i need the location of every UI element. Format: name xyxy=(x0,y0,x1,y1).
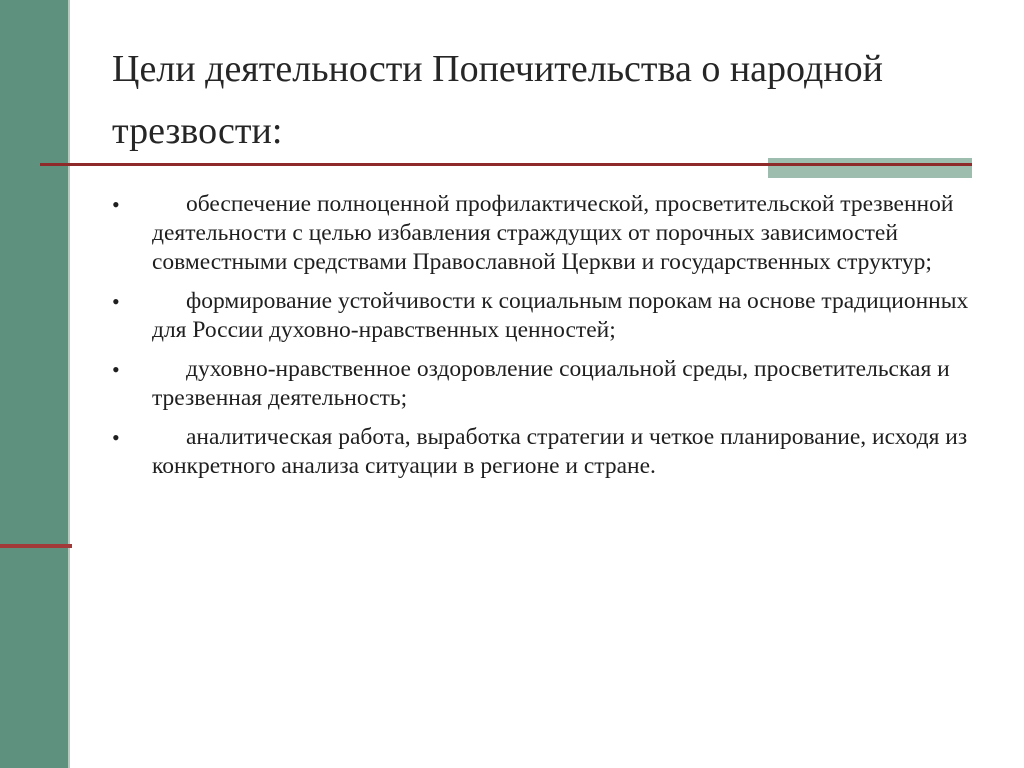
side-tick xyxy=(0,544,72,548)
side-stripe xyxy=(68,0,70,768)
title-divider xyxy=(40,163,972,166)
bullet-icon: • xyxy=(112,289,120,314)
title-accent-bar xyxy=(768,158,972,178)
list-item-text: формирование устойчивости к социальным порокам на основе традиционных для России духовно-нравственных ценностей; xyxy=(152,288,969,343)
list-item-text: обеспечение полноценной профилактической, просветительской трезвенной деятельности с целью избавления страждущих от порочных зависимостей совместными средствами Православной Церкви и государственных структур; xyxy=(152,191,954,275)
list-item-text: духовно-нравственное оздоровление социальной среды, просветительская и трезвенная деятельность; xyxy=(152,356,950,411)
bullet-icon: • xyxy=(112,357,120,382)
list-item xyxy=(112,287,972,345)
list-item xyxy=(112,423,972,481)
goals-list xyxy=(112,190,972,491)
list-item xyxy=(112,190,972,277)
slide-title: Цели деятельности Попечительства о народной трезвости: xyxy=(112,48,883,152)
bullet-icon: • xyxy=(112,192,120,217)
list-item-text: аналитическая работа, выработка стратегии и четкое планирование, исходя из конкретного анализа ситуации в регионе и стране. xyxy=(152,424,968,479)
side-bar xyxy=(0,0,68,768)
list-item xyxy=(112,355,972,413)
bullet-icon: • xyxy=(112,425,120,450)
